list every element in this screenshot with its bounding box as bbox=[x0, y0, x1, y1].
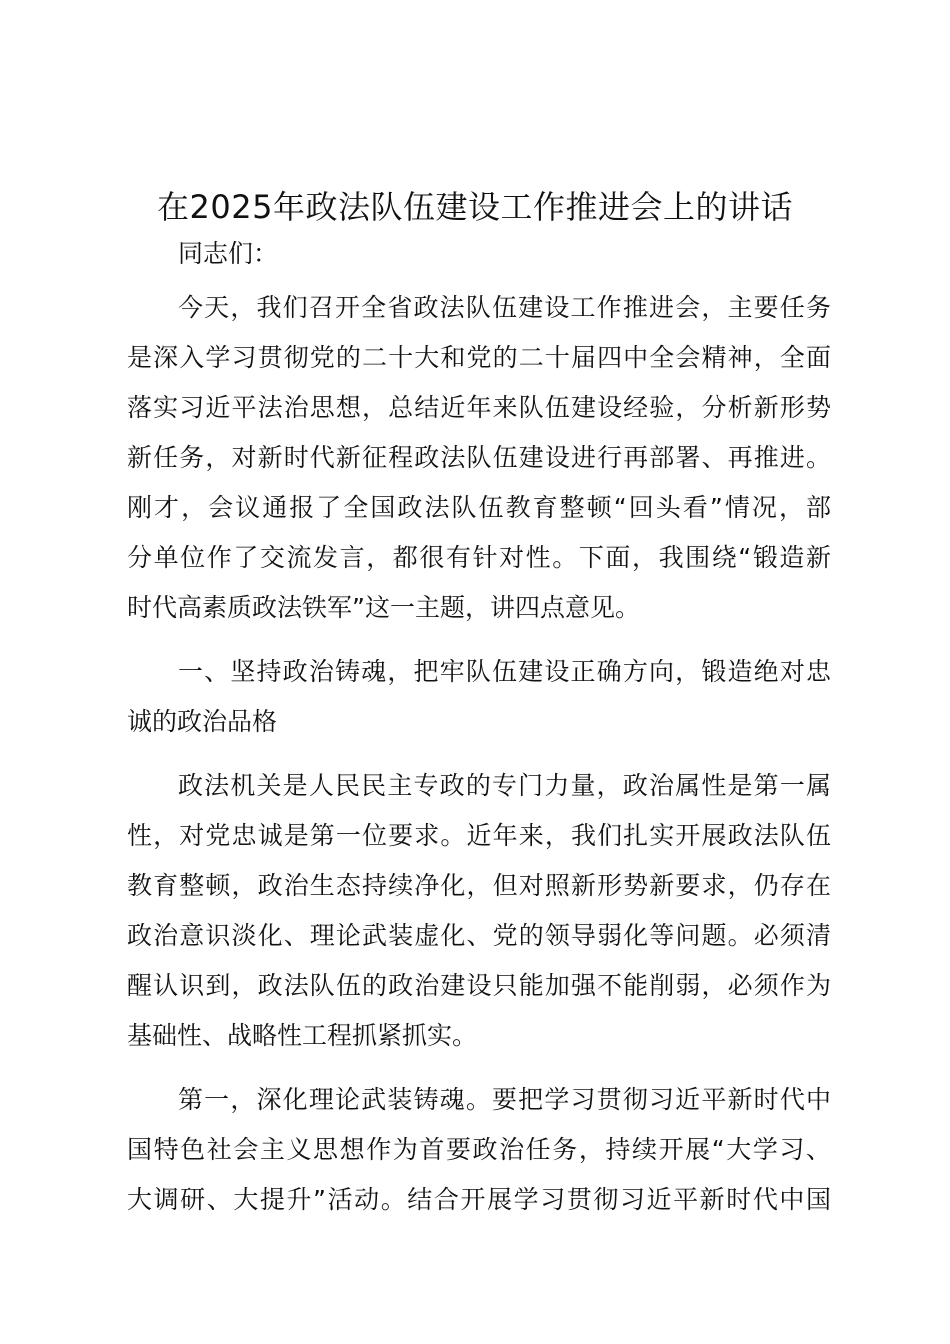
paragraph-line: 新任务，对新时代新征程政法队伍建设进行再部署、再推进。 bbox=[127, 443, 831, 472]
paragraph-political-attribute bbox=[127, 761, 831, 1061]
paragraph-line: 落实习近平法治思想，总结近年来队伍建设经验，分析新形势 bbox=[127, 393, 831, 422]
paragraph-line: 政治意识淡化、理论武装虚化、党的领导弱化等问题。必须清 bbox=[127, 921, 831, 950]
paragraph-line: 时代高素质政法铁军”这一主题，讲四点意见。 bbox=[127, 593, 640, 622]
document-title: 在2025年政法队伍建设工作推进会上的讲话 bbox=[157, 188, 793, 226]
paragraph-line: 大调研、大提升”活动。结合开展学习贯彻习近平新时代中国 bbox=[127, 1185, 831, 1214]
paragraph-line: 教育整顿，政治生态持续净化，但对照新形势新要求，仍存在 bbox=[127, 871, 831, 900]
paragraph-line: 分单位作了交流发言，都很有针对性。下面，我围绕“锻造新 bbox=[127, 543, 831, 572]
heading-line: 一、坚持政治铸魂，把牢队伍建设正确方向，锻造绝对忠 bbox=[178, 657, 831, 686]
paragraph-theory-arming bbox=[127, 1075, 831, 1225]
paragraph-line: 性，对党忠诚是第一位要求。近年来，我们扎实开展政法队伍 bbox=[127, 821, 831, 850]
section-heading-one bbox=[127, 647, 831, 747]
greeting: 同志们： bbox=[178, 239, 279, 268]
paragraph-line: 第一，深化理论武装铸魂。要把学习贯彻习近平新时代中 bbox=[178, 1085, 831, 1114]
paragraph-line: 醒认识到，政法队伍的政治建设只能加强不能削弱，必须作为 bbox=[127, 971, 831, 1000]
paragraph-line: 是深入学习贯彻党的二十大和党的二十届四中全会精神，全面 bbox=[127, 343, 831, 372]
paragraph-line: 今天，我们召开全省政法队伍建设工作推进会，主要任务 bbox=[178, 293, 831, 322]
document-body bbox=[127, 229, 831, 1225]
paragraph-intro bbox=[127, 283, 831, 633]
heading-line: 诚的政治品格 bbox=[127, 707, 278, 736]
paragraph-line: 刚才，会议通报了全国政法队伍教育整顿“回头看”情况，部 bbox=[127, 493, 831, 522]
paragraph-line: 基础性、战略性工程抓紧抓实。 bbox=[127, 1021, 478, 1050]
paragraph-line: 政法机关是人民民主专政的专门力量，政治属性是第一属 bbox=[178, 771, 831, 800]
paragraph-line: 国特色社会主义思想作为首要政治任务，持续开展“大学习、 bbox=[127, 1135, 831, 1164]
